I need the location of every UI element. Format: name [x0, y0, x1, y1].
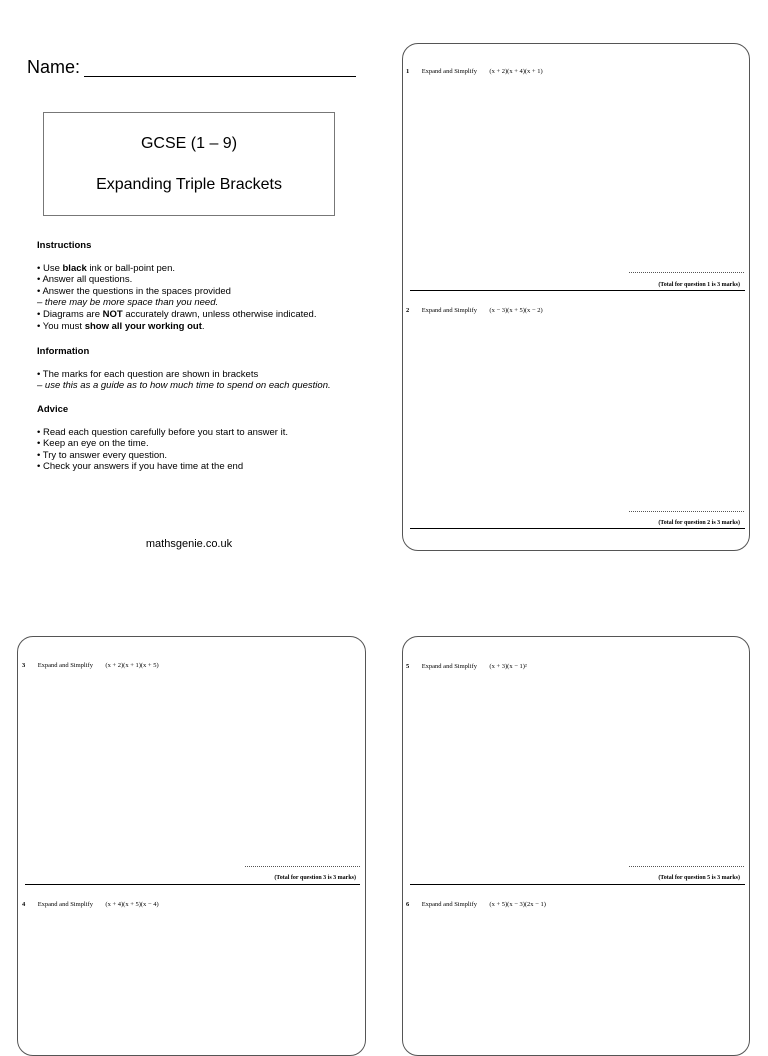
question-total: (Total for question 1 is 3 marks): [658, 282, 740, 288]
title-box: [43, 112, 335, 216]
question-3: [22, 654, 159, 672]
advice-line: • Read each question carefully before you start to answer it.: [37, 426, 288, 438]
exam-level-title: GCSE (1 – 9): [140, 135, 238, 152]
question-total: (Total for question 2 is 3 marks): [658, 520, 740, 526]
question-expression: (x + 2)(x + 4)(x + 1): [489, 68, 543, 75]
question-total: (Total for question 3 is 3 marks): [274, 875, 356, 881]
advice-line: • Check your answers if you have time at the end: [37, 461, 244, 473]
question-1: [406, 60, 543, 78]
question-divider: [410, 528, 745, 529]
advice-line: • Keep an eye on the time.: [37, 438, 149, 450]
question-divider: [410, 290, 745, 291]
question-6: [406, 893, 546, 911]
answer-line[interactable]: [629, 511, 744, 512]
topic-title: Expanding Triple Brackets: [96, 176, 282, 193]
question-number: 4: [22, 901, 26, 908]
question-5: [406, 655, 527, 673]
information-section: [37, 346, 377, 392]
answer-line[interactable]: [245, 866, 360, 867]
name-label: Name:: [27, 57, 81, 77]
information-line: • The marks for each question are shown in brackets: [37, 368, 259, 380]
instruction-line: • Answer the questions in the spaces provided: [37, 285, 231, 297]
instructions-section: [37, 240, 377, 332]
question-page-3-4: [17, 636, 366, 1056]
answer-line[interactable]: [629, 272, 744, 273]
question-prompt: Expand and Simplify: [37, 901, 93, 908]
question-expression: (x − 3)(x + 5)(x − 2): [489, 307, 543, 314]
instruction-line: • You must show all your working out.: [37, 320, 205, 332]
question-prompt: Expand and Simplify: [421, 663, 477, 670]
question-total: (Total for question 5 is 3 marks): [658, 875, 740, 881]
question-number: 6: [406, 901, 410, 908]
question-page-5-6: [402, 636, 750, 1056]
question-expression: (x + 2)(x + 1)(x + 5): [105, 662, 159, 669]
instruction-line: • Use black ink or ball-point pen.: [37, 262, 175, 274]
information-line: – use this as a guide as to how much time to spend on each question.: [37, 380, 331, 392]
question-prompt: Expand and Simplify: [37, 662, 93, 669]
instruction-line: – there may be more space than you need.: [37, 297, 219, 309]
question-number: 5: [406, 663, 410, 670]
question-4: [22, 893, 159, 911]
instruction-line: • Answer all questions.: [37, 274, 133, 286]
question-divider: [25, 884, 360, 885]
name-answer-line[interactable]: [84, 76, 356, 77]
instruction-line: • Diagrams are NOT accurately drawn, unless otherwise indicated.: [37, 308, 317, 320]
question-expression: (x + 3)(x − 1)²: [489, 663, 527, 670]
information-heading: Information: [37, 346, 90, 357]
question-page-1-2: [402, 43, 750, 551]
advice-heading: Advice: [37, 404, 69, 415]
question-prompt: Expand and Simplify: [421, 307, 477, 314]
question-2: [406, 299, 543, 317]
advice-line: • Try to answer every question.: [37, 449, 168, 461]
question-number: 3: [22, 662, 26, 669]
question-number: 1: [406, 68, 410, 75]
advice-section: [37, 404, 377, 473]
question-expression: (x + 5)(x − 3)(2x − 1): [489, 901, 546, 908]
question-expression: (x + 4)(x + 5)(x − 4): [105, 901, 159, 908]
website-footer: mathsgenie.co.uk: [145, 538, 233, 550]
question-prompt: Expand and Simplify: [421, 68, 477, 75]
question-divider: [410, 884, 745, 885]
instructions-heading: Instructions: [37, 240, 92, 251]
answer-line[interactable]: [629, 866, 744, 867]
question-number: 2: [406, 307, 410, 314]
question-prompt: Expand and Simplify: [421, 901, 477, 908]
